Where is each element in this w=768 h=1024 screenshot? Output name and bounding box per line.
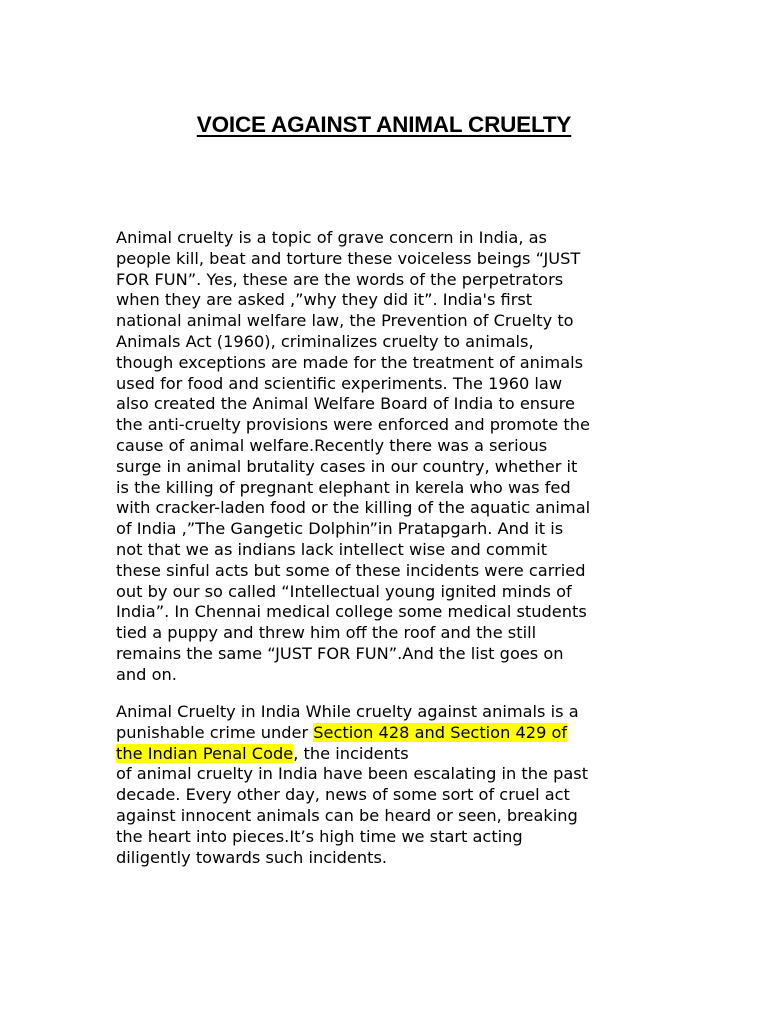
text-line [116,723,652,744]
text-line: when they are asked ,”why they did it”. India's first [116,290,533,310]
text-line: surge in animal brutality cases in our country, whether it [116,456,578,476]
text-line: remains the same “JUST FOR FUN”.And the list goes on [116,643,564,663]
text-line: Animals Act (1960), criminalizes cruelty to animals, [116,331,534,351]
text-line: Animal cruelty is a topic of grave concern in India, as [116,228,547,247]
text-segment: punishable crime under [116,722,314,742]
paragraph-2 [116,702,652,868]
text-line: is the killing of pregnant elephant in kerela who was fed [116,477,571,497]
text-line: cause of animal welfare.Recently there was a serious [116,435,548,455]
text-line: also created the Animal Welfare Board of India to ensure [116,394,576,414]
text-segment: , the incidents [293,743,409,763]
text-line: people kill, beat and torture these voiceless beings “JUST [116,248,581,268]
highlighted-text: Section 428 and Section 429 of [313,722,568,742]
text-line: the anti-cruelty provisions were enforced and promote the [116,415,590,435]
text-line: decade. Every other day, news of some sort of cruel act [116,785,570,805]
text-line: of animal cruelty in India have been escalating in the past [116,764,589,784]
text-line: against innocent animals can be heard or seen, breaking [116,805,578,825]
text-line: diligently towards such incidents. [116,847,388,867]
text-line: tied a puppy and threw him off the roof and the still [116,623,537,643]
text-line: out by our so called “Intellectual young ignited minds of [116,581,572,601]
document-title: VOICE AGAINST ANIMAL CRUELTY [196,112,572,137]
text-line: India”. In Chennai medical college some medical students [116,602,587,622]
paragraph-1 [116,228,652,686]
text-line: with cracker-laden food or the killing of the aquatic animal [116,498,591,518]
text-line: not that we as indians lack intellect wise and commit [116,539,548,559]
text-line: the heart into pieces.It’s high time we start acting [116,826,523,846]
text-line: Animal Cruelty in India While cruelty against animals is a [116,702,579,721]
text-line [116,744,652,765]
highlighted-text: the Indian Penal Code [116,743,294,763]
text-line: national animal welfare law, the Prevention of Cruelty to [116,311,574,331]
text-line: FOR FUN”. Yes, these are the words of the perpetrators [116,269,564,289]
text-line: though exceptions are made for the treatment of animals [116,352,584,372]
text-line: and on. [116,664,177,684]
text-line: of India ,”The Gangetic Dolphin”in Pratapgarh. And it is [116,519,564,539]
text-line: used for food and scientific experiments. The 1960 law [116,373,563,393]
text-line: these sinful acts but some of these incidents were carried [116,560,586,580]
